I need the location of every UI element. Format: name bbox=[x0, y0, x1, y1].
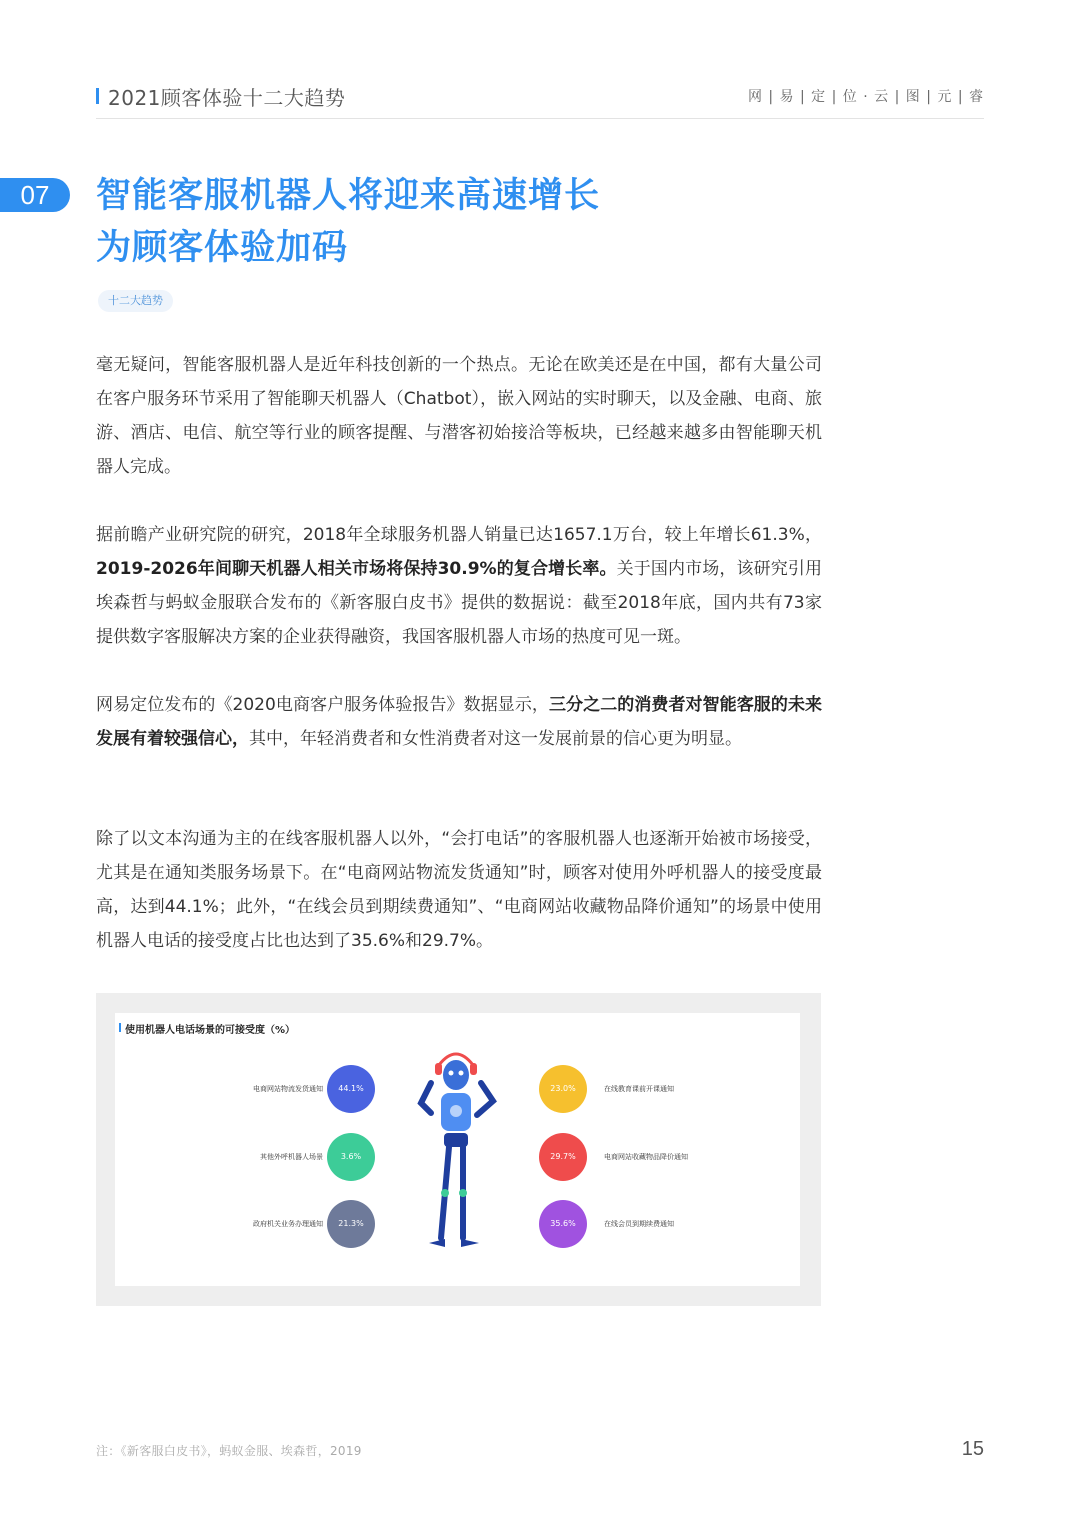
value-circle: 3.6% bbox=[327, 1133, 375, 1181]
section-title-line1: 智能客服机器人将迎来高速增长 bbox=[96, 176, 601, 216]
body-paragraph-1 bbox=[96, 348, 822, 484]
scenario-label: 在线会员到期续费通知 bbox=[604, 1220, 674, 1228]
page-number: 15 bbox=[961, 1438, 984, 1460]
figure-panel bbox=[96, 993, 821, 1306]
brand-name: 网 | 易 | 定 | 位 · 云 | 图 | 元 | 睿 bbox=[747, 89, 984, 105]
section-title bbox=[96, 170, 600, 274]
emphasis-text: 2019-2026年间聊天机器人相关市场将保持30.9%的复合增长率。 bbox=[96, 559, 617, 579]
page-header bbox=[96, 80, 984, 119]
value-circle: 21.3% bbox=[327, 1200, 375, 1248]
value-circle: 35.6% bbox=[539, 1200, 587, 1248]
header-accent-bar bbox=[96, 88, 99, 104]
robot-illustration bbox=[411, 1043, 501, 1253]
paragraph-text: 网易定位发布的《2020电商客户服务体验报告》数据显示， bbox=[96, 695, 549, 715]
paragraph-text: 其中，年轻消费者和女性消费者对这一发展前景的信心更为明显。 bbox=[249, 729, 742, 749]
body-paragraph-2 bbox=[96, 518, 822, 654]
section-title-line2: 为顾客体验加码 bbox=[96, 228, 349, 268]
body-paragraph-4 bbox=[96, 822, 822, 958]
value-circle: 23.0% bbox=[539, 1065, 587, 1113]
scenario-label: 其他外呼机器人场景 bbox=[260, 1153, 323, 1161]
footnote: 注：《新客服白皮书》，蚂蚁金服、埃森哲，2019 bbox=[96, 1444, 362, 1458]
paragraph-text: 除了以文本沟通为主的在线客服机器人以外，“会打电话”的客服机器人也逐渐开始被市场接受，尤其是在通知类服务场景下。在“电商网站物流发货通知”时，顾客对使用外呼机器人的接受度最高，达到44.1%；此外，“在线会员到期续费通知”、“电商网站收藏物品降价通知”的场景中使用机器人电话的接受度占比也达到了35.6%和29.7%。 bbox=[96, 829, 822, 951]
document-title: 2021顾客体验十二大趋势 bbox=[108, 86, 346, 110]
value-circle: 29.7% bbox=[539, 1133, 587, 1181]
paragraph-text: 关于国内市场，该研究引用埃森哲与蚂蚁金服联合发布的《新客服白皮书》提供的数据说：截至2018年底，国内共有73家提供数字客服解决方案的企业获得融资，我国客服机器人市场的热度可见一斑。 bbox=[96, 559, 822, 647]
paragraph-text: 据前瞻产业研究院的研究，2018年全球服务机器人销量已达1657.1万台，较上年增长61.3%， bbox=[96, 525, 822, 545]
scenario-label: 电商网站收藏物品降价通知 bbox=[604, 1153, 688, 1161]
body-paragraph-3 bbox=[96, 688, 822, 756]
scenario-label: 电商网站物流发货通知 bbox=[253, 1085, 323, 1093]
paragraph-text: 毫无疑问，智能客服机器人是近年科技创新的一个热点。无论在欧美还是在中国，都有大量公司在客户服务环节采用了智能聊天机器人（Chatbot），嵌入网站的实时聊天，以及金融、电商、旅游、酒店、电信、航空等行业的顾客提醒、与潜客初始接洽等板块，已经越来越多由智能聊天机器人完成。 bbox=[96, 355, 822, 477]
figure-title: 使用机器人电话场景的可接受度（%） bbox=[125, 1021, 295, 1036]
value-circle: 44.1% bbox=[327, 1065, 375, 1113]
scenario-label: 政府机关业务办理通知 bbox=[253, 1220, 323, 1228]
scenario-label: 在线教育课前开课通知 bbox=[604, 1085, 674, 1093]
figure-card bbox=[115, 1013, 800, 1286]
section-number-badge: 07 bbox=[0, 178, 70, 212]
emphasis-text: 三分之二的消费者对智能客服的未来发展有着较强信心， bbox=[96, 695, 823, 749]
section-tag: 十二大趋势 bbox=[98, 290, 173, 312]
